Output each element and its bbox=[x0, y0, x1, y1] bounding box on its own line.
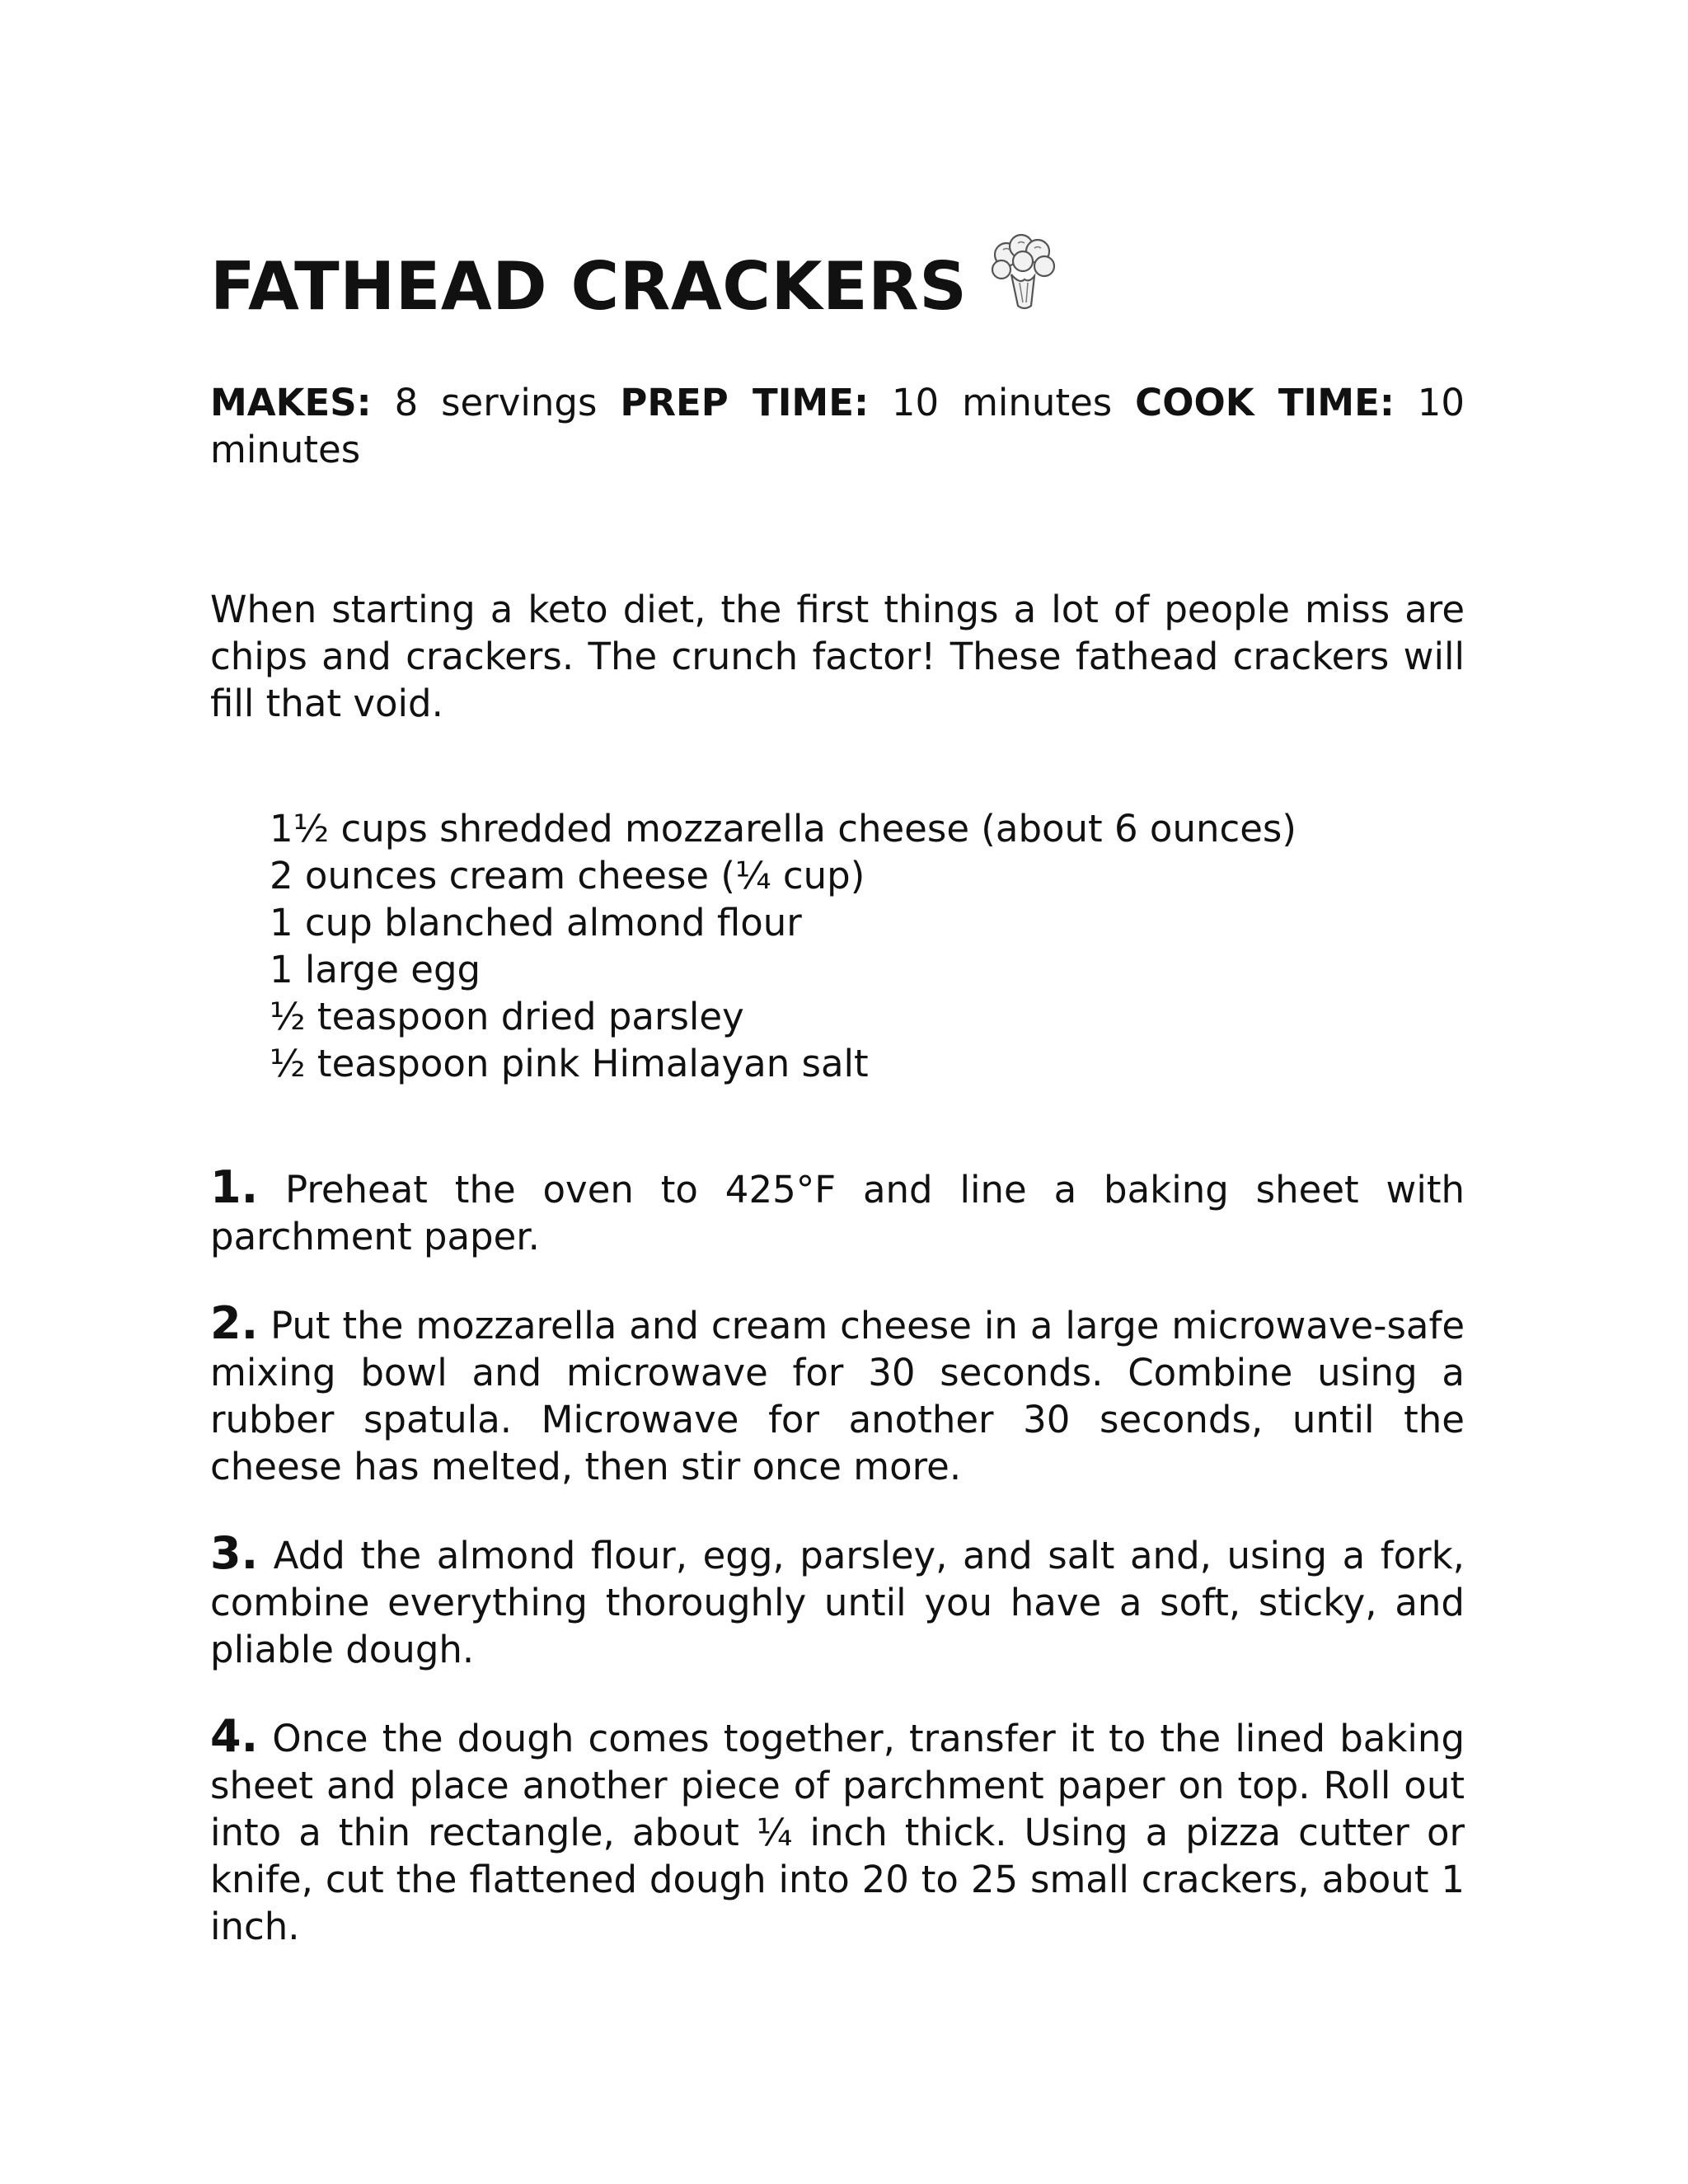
broccoli-icon bbox=[987, 233, 1059, 312]
ingredient-item: ½ teaspoon dried parsley bbox=[270, 995, 744, 1038]
step-text: Put the mozzarella and cream cheese in a large microwave-safe mixing bowl and microwave for 30 seconds. Combine using a rubber spatula. Microwave for another 30 seconds, until the cheese has melted, then stir once more. bbox=[210, 1304, 1465, 1488]
instruction-step bbox=[210, 1527, 1465, 1673]
instruction-step bbox=[210, 1161, 1465, 1260]
step-number: 3. bbox=[210, 1527, 259, 1579]
prep-time-value: 10 minutes bbox=[891, 381, 1113, 424]
ingredient-item: 1 large egg bbox=[270, 948, 481, 991]
instruction-step bbox=[210, 1710, 1465, 1950]
makes-label: MAKES: bbox=[210, 381, 372, 424]
step-text: Preheat the oven to 425°F and line a baking sheet with parchment paper. bbox=[210, 1168, 1465, 1258]
step-number: 2. bbox=[210, 1297, 259, 1349]
recipe-title: FATHEAD CRACKERS bbox=[210, 248, 968, 325]
title-row bbox=[210, 246, 1059, 328]
prep-time-label: PREP TIME: bbox=[620, 381, 869, 424]
step-text: Once the dough comes together, transfer it to the lined baking sheet and place another piece of parchment paper on top. Roll out into a thin rectangle, about ¼ inch thick. Using a pizza cutter or knife, cut the flattened dough into 20 to 25 small crackers, about 1 inch. bbox=[210, 1717, 1465, 1948]
ingredient-item: 1½ cups shredded mozzarella cheese (about 6 ounces) bbox=[270, 807, 1296, 851]
instruction-list bbox=[210, 1161, 1465, 1990]
ingredient-list bbox=[270, 805, 1296, 1087]
instruction-step bbox=[210, 1297, 1465, 1490]
cook-time-label: COOK TIME: bbox=[1135, 381, 1395, 424]
cook-time-value: 10 minutes bbox=[210, 381, 1465, 471]
ingredient-item: ½ teaspoon pink Himalayan salt bbox=[270, 1042, 869, 1085]
ingredient-item: 2 ounces cream cheese (¼ cup) bbox=[270, 854, 865, 898]
step-number: 4. bbox=[210, 1710, 259, 1762]
recipe-meta bbox=[210, 379, 1465, 473]
step-text: Add the almond flour, egg, parsley, and salt and, using a fork, combine everything thoroughly until you have a soft, sticky, and pliable dough. bbox=[210, 1534, 1465, 1671]
recipe-intro: When starting a keto diet, the first things a lot of people miss are chips and crackers. The crunch factor! These fathead crackers will fill that void. bbox=[210, 588, 1465, 725]
ingredient-item: 1 cup blanched almond flour bbox=[270, 901, 802, 944]
makes-value: 8 servings bbox=[394, 381, 598, 424]
step-number: 1. bbox=[210, 1161, 259, 1213]
